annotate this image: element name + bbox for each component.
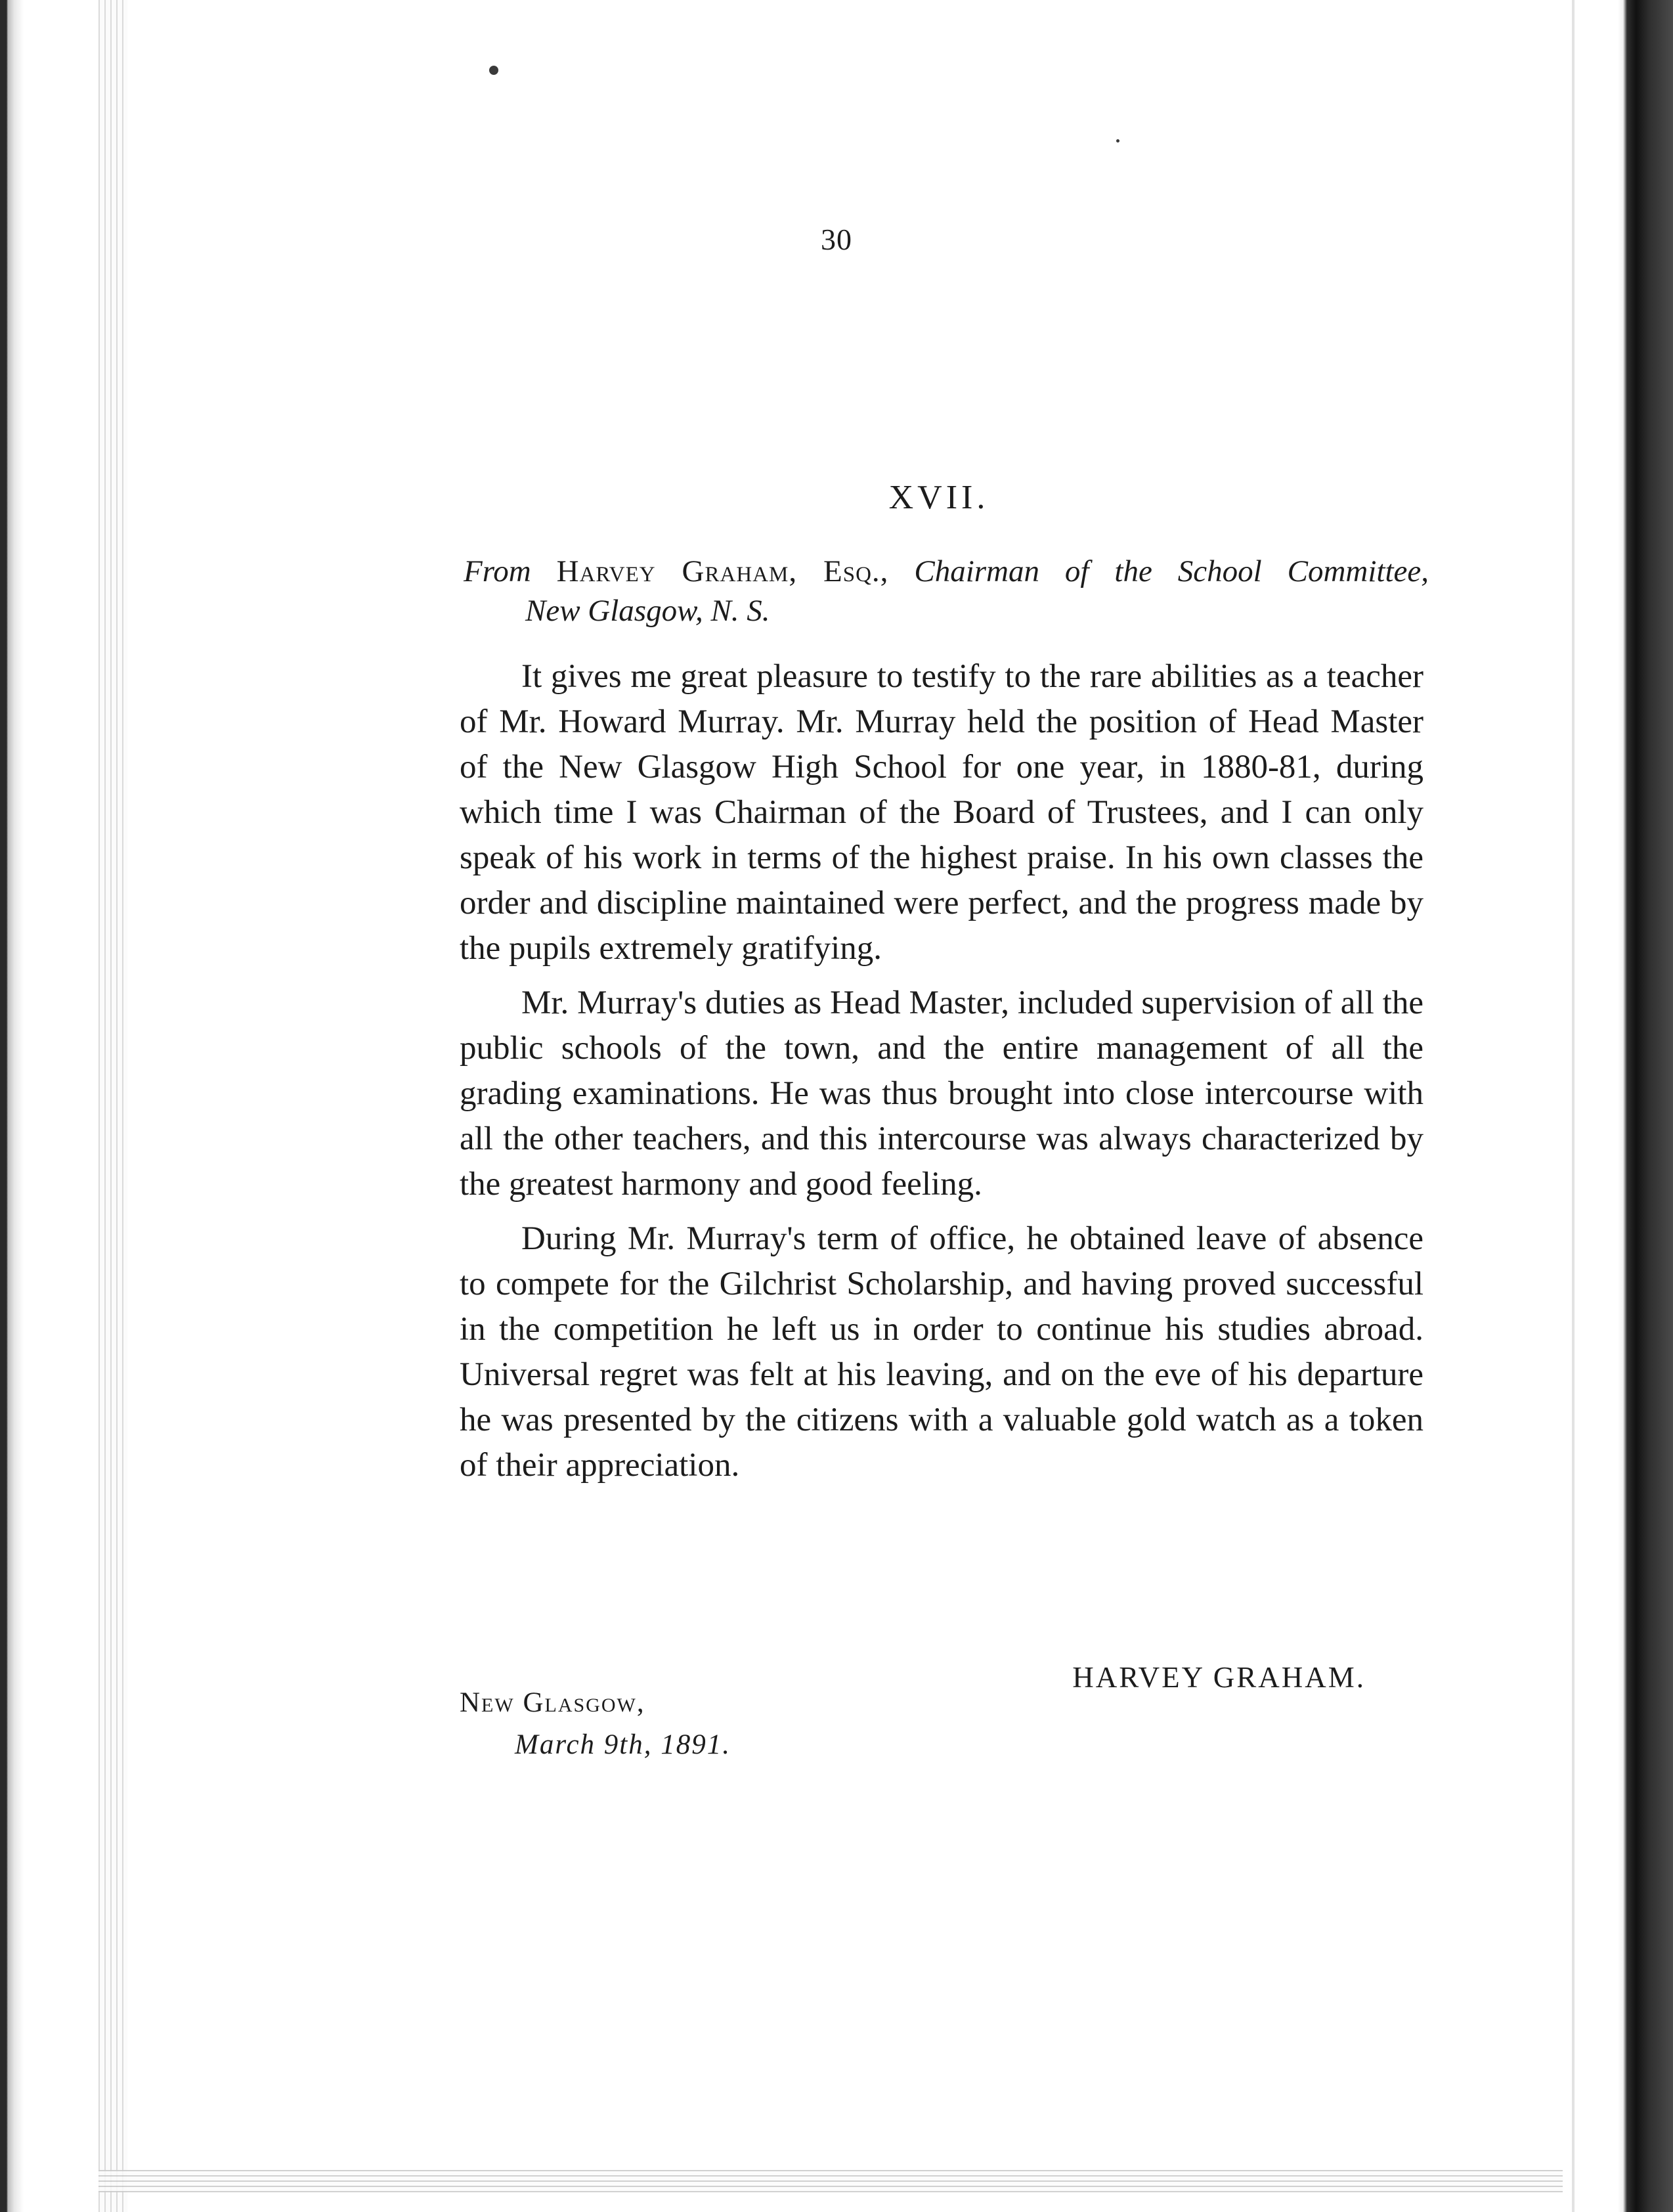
page-stack-edge-left [98,0,127,2212]
attribution-title: Chairman of the School Committee, [914,554,1429,588]
attribution-from: From [464,554,531,588]
letter-body [460,654,1423,1497]
book-cover-edge-right [1618,0,1673,2212]
attribution-line [464,552,1429,591]
page-number: 30 [821,223,852,256]
scan-speck [1116,139,1119,143]
paragraph-1: It gives me great pleasure to testify to the rare abilities as a teacher of Mr. Howard Murray. Mr. Murray held the position of Head Master of the New Glasgow High School for one year, in 1880-81, during which time I was Chairman of the Board of Trustees, and I can only speak of his work in terms of the highest praise. In his own classes the order and discipline maintained were perfect, and the progress made by the pupils extremely gratifying. [460,658,1423,967]
attribution-name: Harvey Graham, Esq., [556,554,889,588]
paragraph-2: Mr. Murray's duties as Head Master, included supervision of all the public schools of the town, and the entire management of all the grading examinations. He was thus brought into close intercourse with all the other teachers, and this intercourse was always characterized by the greatest harmony and good feeling. [460,984,1423,1203]
signature: HARVEY GRAHAM. [1072,1661,1366,1694]
book-binding-left [0,0,24,2212]
date-line: March 9th, 1891. [515,1729,731,1760]
scan-speck [489,66,498,75]
paragraph-3: During Mr. Murray's term of office, he obtained leave of absence to compete for the Gilchrist Scholarship, and having proved successful in the competition he left us in order to continue his studies abroad. Universal regret was felt at his leaving, and on the eve of his departure he was presented by the citizens with a valuable gold watch as a token of their appreciation. [460,1220,1423,1484]
page-stack-edge-bottom [98,2170,1563,2192]
section-heading: XVII. [888,479,989,516]
attribution-location: New Glasgow, N. S. [525,594,770,628]
place-line: New Glasgow, [460,1687,645,1718]
page-edge-line-right [1572,0,1575,2212]
